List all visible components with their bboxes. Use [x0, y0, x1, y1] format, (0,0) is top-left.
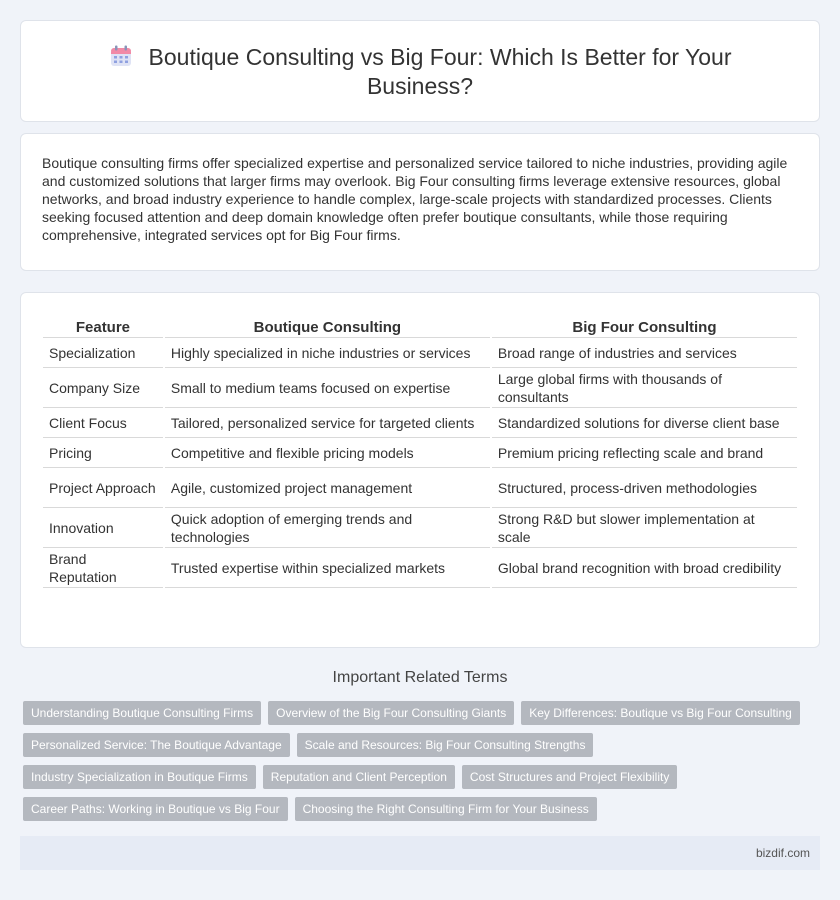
table-cell: Standardized solutions for diverse client base: [492, 408, 797, 438]
related-terms-title: Important Related Terms: [332, 669, 508, 686]
table-row: [43, 438, 797, 468]
table-cell: Small to medium teams focused on expertise: [165, 368, 490, 408]
calendar-icon: [109, 44, 133, 68]
title-line-2: Business?: [366, 73, 474, 99]
table-header-row: [43, 315, 797, 338]
table-cell: Strong R&D but slower implementation at scale: [492, 508, 797, 548]
table-row: [43, 468, 797, 508]
table-cell: Premium pricing reflecting scale and brand: [492, 438, 797, 468]
comparison-card: [20, 292, 820, 648]
footer: [20, 836, 820, 870]
table-cell: Highly specialized in niche industries or services: [165, 338, 490, 368]
related-term-tag[interactable]: Industry Specialization in Boutique Firms: [23, 765, 256, 789]
table-cell: Broad range of industries and services: [492, 338, 797, 368]
table-row: [43, 548, 797, 588]
related-term-tag[interactable]: Scale and Resources: Big Four Consulting Strengths: [297, 733, 594, 757]
intro-paragraph: Boutique consulting firms offer specialized expertise and personalized service tailored to niche industries, providing agile and customized solutions that larger firms may overlook. Big Four consulting firms leverage extensive resources, global networks, and broad industry experience to handle complex, large-scale projects with standardized processes. Clients seeking focused attention and deep domain knowledge often prefer boutique consultants, while those requiring comprehensive, integrated services opt for Big Four firms.: [42, 155, 788, 243]
table-cell: Quick adoption of emerging trends and technologies: [165, 508, 490, 548]
table-cell: Innovation: [43, 508, 163, 548]
table-cell: Agile, customized project management: [165, 468, 490, 508]
related-term-tag[interactable]: Personalized Service: The Boutique Advantage: [23, 733, 290, 757]
intro-card: [20, 133, 820, 271]
related-term-tag[interactable]: Cost Structures and Project Flexibility: [462, 765, 677, 789]
related-term-tag[interactable]: Understanding Boutique Consulting Firms: [23, 701, 261, 725]
page-title: [21, 43, 819, 101]
related-term-tag[interactable]: Key Differences: Boutique vs Big Four Consulting: [521, 701, 800, 725]
related-term-tag[interactable]: Career Paths: Working in Boutique vs Big Four: [23, 797, 288, 821]
table-cell: Company Size: [43, 368, 163, 408]
table-cell: Client Focus: [43, 408, 163, 438]
footer-site-link[interactable]: bizdif.com: [755, 846, 810, 860]
header-card: [20, 20, 820, 122]
related-term-tag[interactable]: Choosing the Right Consulting Firm for Your Business: [295, 797, 597, 821]
related-term-tag[interactable]: Overview of the Big Four Consulting Giants: [268, 701, 514, 725]
table-row: [43, 338, 797, 368]
header-feature: Feature: [43, 315, 163, 338]
table-cell: Specialization: [43, 338, 163, 368]
table-cell: Competitive and flexible pricing models: [165, 438, 490, 468]
table-cell: Large global firms with thousands of consultants: [492, 368, 797, 408]
related-terms-list: [23, 701, 813, 829]
header-boutique: Boutique Consulting: [165, 315, 490, 338]
header-big-four: Big Four Consulting: [492, 315, 797, 338]
table-row: [43, 368, 797, 408]
table-cell: Pricing: [43, 438, 163, 468]
related-term-tag[interactable]: Reputation and Client Perception: [263, 765, 455, 789]
table-cell: Global brand recognition with broad credibility: [492, 548, 797, 588]
table-cell: Tailored, personalized service for targeted clients: [165, 408, 490, 438]
table-row: [43, 408, 797, 438]
comparison-table: [41, 315, 799, 588]
table-cell: Structured, process-driven methodologies: [492, 468, 797, 508]
table-cell: Trusted expertise within specialized markets: [165, 548, 490, 588]
table-cell: Brand Reputation: [43, 548, 163, 588]
table-cell: Project Approach: [43, 468, 163, 508]
table-row: [43, 508, 797, 548]
title-line-1: Boutique Consulting vs Big Four: Which Is Better for Your: [148, 44, 732, 70]
